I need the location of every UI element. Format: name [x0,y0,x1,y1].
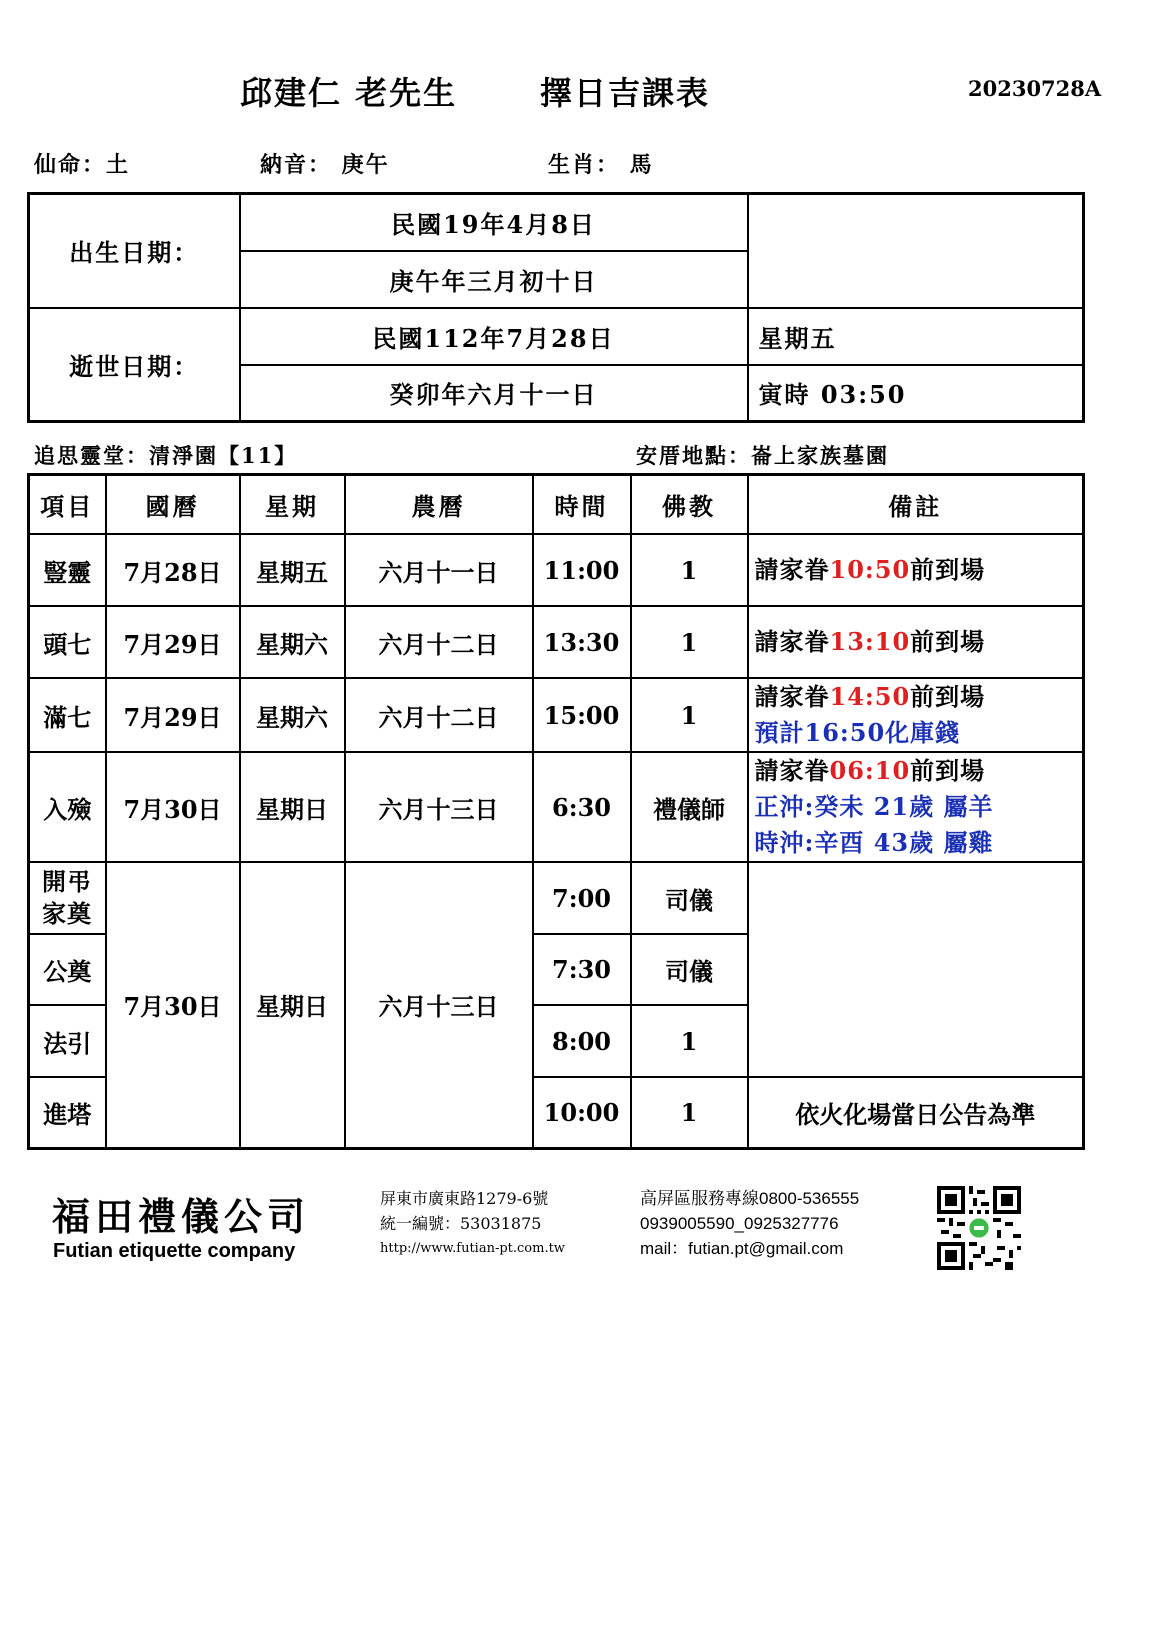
nayin: 納音： 庚午 [260,152,390,178]
table-row [29,678,1084,752]
cell-time: 7:30 [533,934,631,1005]
note-time: 06:10 [829,756,911,785]
cell-date: 7月30日 [106,752,240,862]
company-mail[interactable]: mail：futian.pt@gmail.com [640,1239,844,1258]
cell-lunar: 六月十三日 [345,862,533,1148]
note-zhengchong: 正沖:癸未 21歲 屬羊 [754,792,994,821]
death-weekday: 星期五 [748,308,1084,365]
cell-item: 入殮 [29,752,106,862]
item-line: 開弔 [42,867,92,896]
cell-time: 15:00 [533,678,631,752]
company-hotline: 高屏區服務專線0800-536555 [640,1189,860,1208]
col-header-weekday: 星期 [240,475,345,535]
dates-table [27,192,1085,423]
cell-buddhist: 司儀 [631,862,748,934]
cell-item [29,862,106,934]
cell-lunar: 六月十一日 [345,534,533,606]
cell-time: 11:00 [533,534,631,606]
company-phones: 0939005590_0925327776 [640,1214,839,1233]
cell-time: 10:00 [533,1077,631,1148]
note-text: 前到場 [910,682,986,711]
cell-buddhist: 1 [631,678,748,752]
cell-weekday: 星期日 [240,752,345,862]
table-header-row [29,475,1084,535]
col-header-buddhist: 佛教 [631,475,748,535]
cell-date: 7月30日 [106,862,240,1148]
col-header-solar: 國曆 [106,475,240,535]
death-solar: 民國112年7月28日 [240,308,748,365]
cell-note [748,678,1084,752]
col-header-time: 時間 [533,475,631,535]
note-text: 前到場 [910,627,986,656]
cell-buddhist: 司儀 [631,934,748,1005]
document-title: 擇日吉課表 [540,74,711,112]
table-row [29,606,1084,678]
col-header-note: 備註 [748,475,1084,535]
company-address-block [380,1186,565,1261]
col-header-lunar: 農曆 [345,475,533,535]
table-row [29,534,1084,606]
table-row [29,752,1084,862]
note-text: 請家眷 [754,555,830,584]
note-text: 前到場 [910,756,986,785]
cell-item: 滿七 [29,678,106,752]
note-kuqian: 預計16:50化庫錢 [754,718,961,747]
company-website[interactable]: http://www.futian-pt.com.tw [380,1241,565,1256]
item-line: 家奠 [42,899,92,928]
cell-buddhist: 1 [631,534,748,606]
document-code: 20230728A [968,76,1102,101]
company-name-en: Futian etiquette company [53,1240,296,1262]
note-time: 10:50 [829,555,911,584]
cell-date: 7月29日 [106,678,240,752]
note-text: 請家眷 [754,682,830,711]
cell-buddhist: 1 [631,606,748,678]
cell-item: 頭七 [29,606,106,678]
cell-note [748,534,1084,606]
note-text: 請家眷 [754,756,830,785]
memorial-hall: 追思靈堂：清淨園【11】 [34,443,298,468]
birth-extra [748,194,1084,308]
cell-note: 依火化場當日公告為準 [748,1077,1084,1148]
cell-note [748,606,1084,678]
death-lunar: 癸卯年六月十一日 [240,365,748,422]
cell-item: 公奠 [29,934,106,1005]
cell-weekday: 星期五 [240,534,345,606]
cell-item: 法引 [29,1005,106,1077]
col-header-item: 項目 [29,475,106,535]
cell-time: 13:30 [533,606,631,678]
cell-buddhist: 1 [631,1077,748,1148]
company-contact-block [640,1186,859,1261]
zodiac: 生肖： 馬 [548,152,654,178]
cell-note-empty [748,862,1084,1077]
cell-weekday: 星期六 [240,678,345,752]
note-text: 請家眷 [754,627,830,656]
cell-time: 6:30 [533,752,631,862]
death-label: 逝世日期： [29,308,240,422]
cell-date: 7月28日 [106,534,240,606]
cell-weekday: 星期六 [240,606,345,678]
cell-lunar: 六月十三日 [345,752,533,862]
company-address: 屏東市廣東路1279-6號 [380,1189,549,1208]
cell-note [748,752,1084,862]
burial-location: 安厝地點：崙上家族墓園 [636,443,889,468]
cell-item: 進塔 [29,1077,106,1148]
cell-buddhist: 禮儀師 [631,752,748,862]
note-time: 14:50 [829,682,911,711]
birth-label: 出生日期： [29,194,240,308]
table-row [29,862,1084,934]
cell-buddhist: 1 [631,1005,748,1077]
cell-item: 豎靈 [29,534,106,606]
qr-code-icon [937,1186,1021,1270]
xianming: 仙命：土 [34,152,131,178]
note-shichong: 時沖:辛酉 43歲 屬雞 [754,828,994,857]
schedule-table [27,473,1085,1150]
cell-date: 7月29日 [106,606,240,678]
birth-solar: 民國19年4月8日 [240,194,748,251]
cell-lunar: 六月十二日 [345,678,533,752]
death-time: 寅時 03:50 [748,365,1084,422]
cell-lunar: 六月十二日 [345,606,533,678]
cell-time: 7:00 [533,862,631,934]
note-time: 13:10 [829,627,911,656]
cell-time: 8:00 [533,1005,631,1077]
note-text: 前到場 [910,555,986,584]
deceased-name: 邱建仁 老先生 [240,74,458,112]
cell-weekday: 星期日 [240,862,345,1148]
company-tax-id: 統一編號：53031875 [380,1214,542,1233]
company-name: 福田禮儀公司 [52,1194,311,1239]
birth-lunar: 庚午年三月初十日 [240,251,748,308]
